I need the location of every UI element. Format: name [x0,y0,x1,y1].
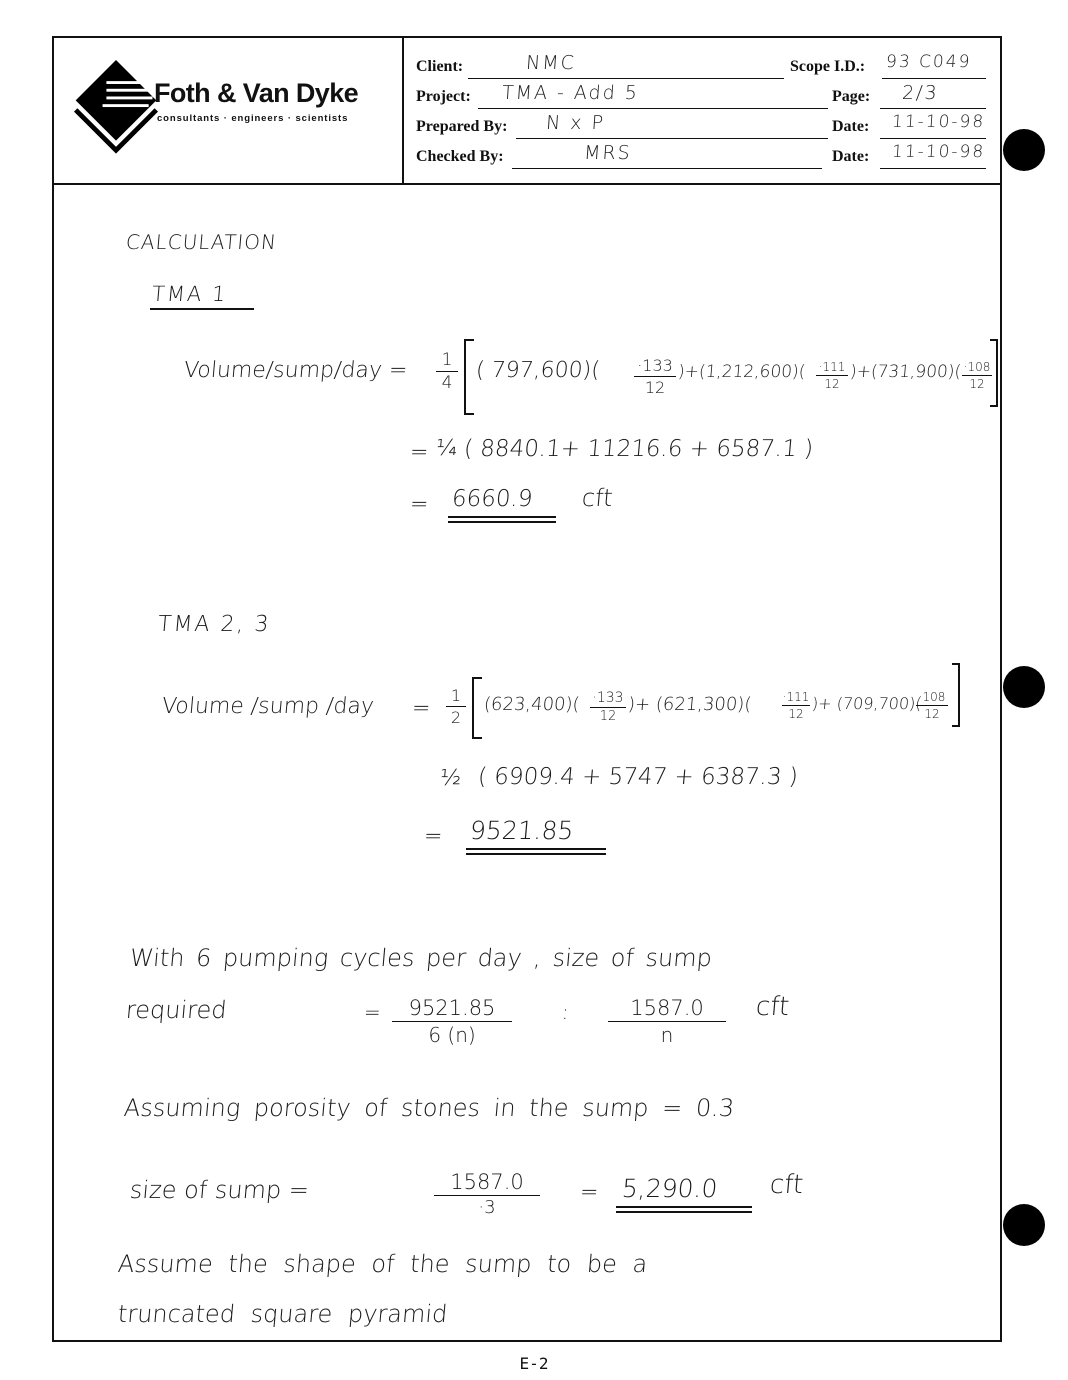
tma23-result: 9521.85 [468,816,575,845]
tma1-term2: )+(1,212,600)( [677,362,807,382]
tma1-line2-equals: = [408,440,430,465]
tma23-line2-fraction: ½ [438,766,463,791]
pump-line1: With 6 pumping cycles per day , size of sump [128,944,714,972]
tma23-equals: = [410,696,432,721]
tma23-close-bracket [950,662,962,730]
tma23-title: TMA 2, 3 [156,612,272,637]
tma1-coef1: ·133 12 [634,356,676,397]
size-equals: = [578,1180,600,1205]
client-label: Client: [416,58,464,75]
tma23-coef1: ·133 12 [590,690,626,724]
tma1-coef3: ·108 12 [963,360,991,391]
punch-hole-top [1003,129,1045,171]
tma1-title: TMA 1 [150,282,229,306]
date-checked-value: 11-10-98 [891,142,986,162]
tma1-line3-equals: = [408,492,430,517]
tma23-term2: )+ (621,300)( [627,694,753,715]
shape-line1: Assume the shape of the sump to be a [116,1250,649,1278]
shape-line2: truncated square pyramid [116,1300,449,1328]
punch-hole-middle [1003,666,1045,708]
prepared-by-value: N x P [545,112,606,134]
date-checked-label: Date: [832,148,870,165]
checked-by-row [416,142,836,168]
company-tagline: consultants · engineers · scientists [157,113,349,124]
tma1-result: 6660.9 [450,486,534,512]
page-label: Page: [832,88,871,105]
tma23-term1: (623,400)( [483,694,581,715]
tma1-term1: ( 797,600)( [474,358,601,383]
tma1-lhs: Volume/sump/day = [182,358,409,383]
tma1-coef2: ·111 12 [816,360,848,391]
sheet-header [54,38,1000,185]
tma23-line2: ( 6909.4 + 5747 + 6387.3 ) [476,764,799,790]
project-row [416,82,836,108]
date-prepared-value: 11-10-98 [891,112,986,132]
tma23-term3: )+ (709,700)( [811,694,923,713]
tma23-line3-equals: = [422,824,444,849]
calculation-heading: CALCULATION [124,230,279,254]
company-name: Foth & Van Dyke [154,78,359,108]
company-logo-icon [68,60,164,156]
size-unit: cft [768,1170,805,1200]
pump-unit: cft [754,992,791,1022]
logo-block [54,38,404,183]
checked-by-value: MRS [583,142,633,164]
tma1-outer-fraction: 1 4 [436,350,458,393]
tma1-open-bracket [462,338,476,418]
checked-by-label: Checked By: [416,148,504,165]
prepared-by-row [416,112,836,138]
date-prepared-row [832,112,992,138]
tma23-lhs: Volume /sump /day [160,694,375,719]
porosity-assumption: Assuming porosity of stones in the sump = 0.3 [122,1094,736,1122]
tma23-open-bracket [470,676,484,742]
page-row [832,82,992,108]
page-id: E-2 [519,1354,549,1373]
size-fraction: 1587.0 ·3 [434,1170,540,1218]
date-prepared-label: Date: [832,118,870,135]
client-value: NMC [525,52,577,74]
project-label: Project: [416,88,471,105]
tma1-unit: cft [580,484,614,512]
scope-value: 93 C049 [885,52,973,72]
project-value: TMA - Add 5 [501,82,640,104]
scope-row [790,52,990,78]
size-label: size of sump = [128,1176,311,1204]
pump-colon: : [560,1000,570,1024]
tma23-coef3: ·108 12 [916,690,948,721]
tma23-coef2: ·111 12 [782,690,810,721]
pump-fraction2: 1587.0 n [608,996,726,1047]
punch-hole-bottom [1003,1204,1045,1246]
date-checked-row [832,142,992,168]
tma1-term3: )+(731,900)( [849,362,962,382]
pump-fraction1: 9521.85 6 (n) [392,996,512,1047]
page-value: 2/3 [901,82,940,104]
prepared-by-label: Prepared By: [416,118,508,135]
tma1-line2: ( 8840.1+ 11216.6 + 6587.1 ) [462,436,815,462]
pump-equals: = [362,1000,382,1024]
tma1-line2-fraction: ¼ [434,436,459,461]
tma23-outer-fraction: 1 2 [446,686,466,727]
client-row [416,52,796,78]
scope-label: Scope I.D.: [790,58,866,75]
pump-required-label: required [124,996,228,1024]
size-result: 5,290.0 [620,1174,719,1203]
tma1-close-bracket [988,338,1000,410]
